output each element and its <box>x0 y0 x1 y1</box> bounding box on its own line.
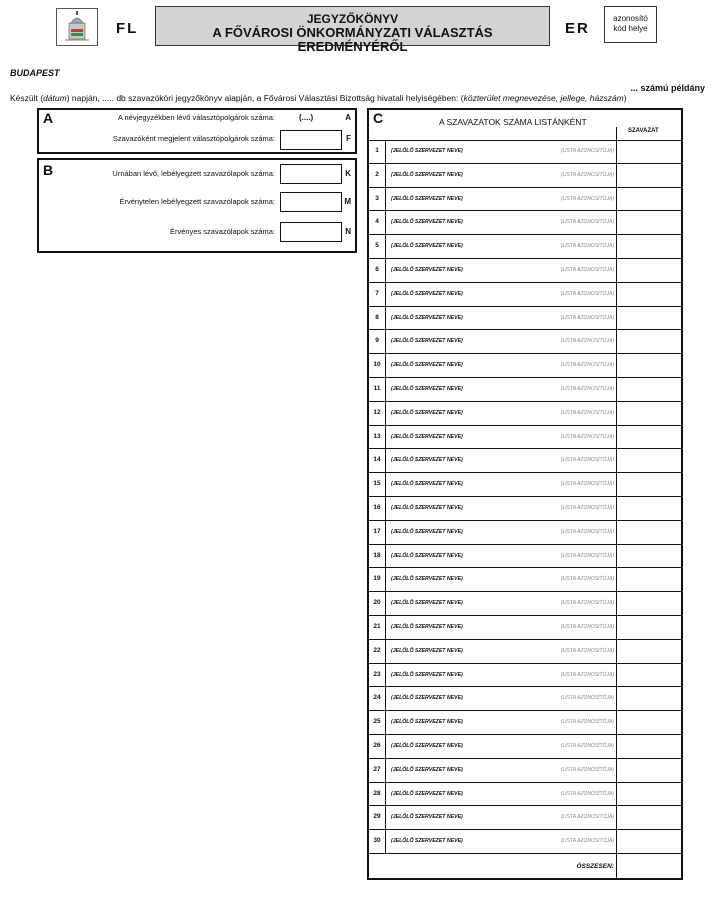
list-id: (LISTA AZONOSÍTÓJA) <box>560 671 614 678</box>
row-number: 25 <box>369 711 386 734</box>
voters-appeared-field[interactable] <box>280 130 342 150</box>
row-number: 29 <box>369 806 386 829</box>
row-number: 17 <box>369 521 386 544</box>
votes-field[interactable] <box>616 307 681 330</box>
row-number: 23 <box>369 664 386 687</box>
section-c-panel <box>367 108 683 880</box>
table-row <box>369 330 681 354</box>
nominating-org-name: (JELÖLŐ SZERVEZET NEVE) <box>391 552 463 559</box>
id-code-line-2: kód helye <box>613 24 648 33</box>
votes-field[interactable] <box>616 259 681 282</box>
table-row <box>369 307 681 331</box>
row-number: 11 <box>369 378 386 401</box>
votes-field[interactable] <box>616 521 681 544</box>
list-id: (LISTA AZONOSÍTÓJA) <box>560 433 614 440</box>
invalid-ballots-field[interactable] <box>280 192 342 212</box>
nominating-org-name: (JELÖLŐ SZERVEZET NEVE) <box>391 457 463 464</box>
list-id: (LISTA AZONOSÍTÓJA) <box>560 481 614 488</box>
nominating-org-name: (JELÖLŐ SZERVEZET NEVE) <box>391 433 463 440</box>
made-text-1: Készült ( <box>10 93 44 103</box>
nominating-org-name: (JELÖLŐ SZERVEZET NEVE) <box>391 790 463 797</box>
list-id: (LISTA AZONOSÍTÓJA) <box>560 385 614 392</box>
list-id: (LISTA AZONOSÍTÓJA) <box>560 623 614 630</box>
section-a-panel <box>37 108 357 154</box>
list-id: (LISTA AZONOSÍTÓJA) <box>560 647 614 654</box>
id-code-line-1: azonosító <box>613 14 648 23</box>
registered-voters-label: A névjegyzékben lévő választópolgárok száma: <box>117 113 275 122</box>
list-id: (LISTA AZONOSÍTÓJA) <box>560 504 614 511</box>
votes-field[interactable] <box>616 426 681 449</box>
nominating-org-name: (JELÖLŐ SZERVEZET NEVE) <box>391 671 463 678</box>
ballots-in-urn-field[interactable] <box>280 164 342 184</box>
section-c-header <box>369 110 681 141</box>
list-id: (LISTA AZONOSÍTÓJA) <box>560 195 614 202</box>
votes-field[interactable] <box>616 664 681 687</box>
section-b-panel <box>37 158 357 253</box>
copy-number: ... számú példány <box>630 83 705 93</box>
list-id: (LISTA AZONOSÍTÓJA) <box>560 243 614 250</box>
votes-column-header: SZAVAZAT <box>628 128 659 134</box>
votes-field[interactable] <box>616 235 681 258</box>
made-text-3: ) <box>623 93 627 103</box>
row-number: 22 <box>369 640 386 663</box>
list-id: (LISTA AZONOSÍTÓJA) <box>560 719 614 726</box>
votes-column-divider <box>616 127 617 140</box>
votes-field[interactable] <box>616 783 681 806</box>
row-number: 30 <box>369 830 386 853</box>
row-number: 20 <box>369 592 386 615</box>
nominating-org-name: (JELÖLŐ SZERVEZET NEVE) <box>391 576 463 583</box>
table-row <box>369 497 681 521</box>
row-number: 9 <box>369 330 386 353</box>
nominating-org-name: (JELÖLŐ SZERVEZET NEVE) <box>391 647 463 654</box>
total-votes-field[interactable] <box>616 854 681 880</box>
votes-field[interactable] <box>616 402 681 425</box>
title-line-1: JEGYZŐKÖNYV <box>306 12 399 26</box>
table-row <box>369 235 681 259</box>
nominating-org-name: (JELÖLŐ SZERVEZET NEVE) <box>391 314 463 321</box>
nominating-org-name: (JELÖLŐ SZERVEZET NEVE) <box>391 385 463 392</box>
row-number: 26 <box>369 735 386 758</box>
list-id: (LISTA AZONOSÍTÓJA) <box>560 576 614 583</box>
nominating-org-name: (JELÖLŐ SZERVEZET NEVE) <box>391 171 463 178</box>
id-code-box <box>604 6 657 43</box>
list-id: (LISTA AZONOSÍTÓJA) <box>560 528 614 535</box>
votes-field[interactable] <box>616 711 681 734</box>
list-id: (LISTA AZONOSÍTÓJA) <box>560 790 614 797</box>
votes-field[interactable] <box>616 640 681 663</box>
nominating-org-name: (JELÖLŐ SZERVEZET NEVE) <box>391 266 463 273</box>
list-id: (LISTA AZONOSÍTÓJA) <box>560 362 614 369</box>
nominating-org-name: (JELÖLŐ SZERVEZET NEVE) <box>391 195 463 202</box>
row-number: 3 <box>369 188 386 211</box>
total-row <box>369 854 681 880</box>
table-row <box>369 378 681 402</box>
ballots-in-urn-label: Urnában lévő, lebélyegzett szavazólapok száma: <box>112 169 275 178</box>
votes-field[interactable] <box>616 830 681 853</box>
nominating-org-name: (JELÖLŐ SZERVEZET NEVE) <box>391 742 463 749</box>
table-row <box>369 759 681 783</box>
nominating-org-name: (JELÖLŐ SZERVEZET NEVE) <box>391 528 463 535</box>
list-id: (LISTA AZONOSÍTÓJA) <box>560 314 614 321</box>
coat-of-arms-icon <box>56 8 98 46</box>
total-label: ÖSSZESEN: <box>576 862 614 870</box>
table-row <box>369 473 681 497</box>
list-id: (LISTA AZONOSÍTÓJA) <box>560 457 614 464</box>
nominating-org-name: (JELÖLŐ SZERVEZET NEVE) <box>391 814 463 821</box>
section-a-label: A <box>43 110 54 126</box>
table-row <box>369 664 681 688</box>
valid-ballots-label: Érvényes szavazólapok száma: <box>169 227 275 236</box>
votes-field[interactable] <box>616 592 681 615</box>
row-number: 2 <box>369 164 386 187</box>
registered-voters-value: (....) <box>299 113 314 122</box>
votes-field[interactable] <box>616 283 681 306</box>
votes-field[interactable] <box>616 735 681 758</box>
table-row <box>369 164 681 188</box>
table-row <box>369 402 681 426</box>
votes-field[interactable] <box>616 497 681 520</box>
list-id: (LISTA AZONOSÍTÓJA) <box>560 695 614 702</box>
nominating-org-name: (JELÖLŐ SZERVEZET NEVE) <box>391 338 463 345</box>
row-number: 1 <box>369 140 386 163</box>
row-number: 7 <box>369 283 386 306</box>
table-row <box>369 568 681 592</box>
votes-field[interactable] <box>616 140 681 163</box>
made-statement <box>10 93 710 103</box>
row-number: 10 <box>369 354 386 377</box>
table-row <box>369 830 681 854</box>
row-number: 8 <box>369 307 386 330</box>
votes-field[interactable] <box>616 759 681 782</box>
section-c-title: A SZAVAZATOK SZÁMA LISTÁNKÉNT <box>439 117 587 127</box>
nominating-org-name: (JELÖLŐ SZERVEZET NEVE) <box>391 504 463 511</box>
votes-field[interactable] <box>616 568 681 591</box>
list-id: (LISTA AZONOSÍTÓJA) <box>560 266 614 273</box>
title-line-2: A FŐVÁROSI ÖNKORMÁNYZATI VÁLASZTÁS EREDMÉNYÉRŐL <box>212 25 493 54</box>
nominating-org-name: (JELÖLŐ SZERVEZET NEVE) <box>391 148 463 154</box>
votes-field[interactable] <box>616 616 681 639</box>
row-number: 24 <box>369 687 386 710</box>
nominating-org-name: (JELÖLŐ SZERVEZET NEVE) <box>391 766 463 773</box>
list-id: (LISTA AZONOSÍTÓJA) <box>560 814 614 821</box>
list-id: (LISTA AZONOSÍTÓJA) <box>560 838 614 845</box>
nominating-org-name: (JELÖLŐ SZERVEZET NEVE) <box>391 219 463 226</box>
code-m: M <box>344 197 351 206</box>
row-number: 4 <box>369 211 386 234</box>
table-row <box>369 592 681 616</box>
er-code: ER <box>565 20 590 37</box>
row-number: 15 <box>369 473 386 496</box>
nominating-org-name: (JELÖLŐ SZERVEZET NEVE) <box>391 623 463 630</box>
list-id: (LISTA AZONOSÍTÓJA) <box>560 148 614 154</box>
table-row <box>369 259 681 283</box>
code-a: A <box>345 113 351 122</box>
votes-field[interactable] <box>616 164 681 187</box>
votes-field[interactable] <box>616 449 681 472</box>
votes-field[interactable] <box>616 330 681 353</box>
list-id: (LISTA AZONOSÍTÓJA) <box>560 600 614 607</box>
list-id: (LISTA AZONOSÍTÓJA) <box>560 552 614 559</box>
row-number: 5 <box>369 235 386 258</box>
row-number: 13 <box>369 426 386 449</box>
voters-appeared-label: Szavazóként megjelent választópolgárok száma: <box>112 134 275 143</box>
row-number: 27 <box>369 759 386 782</box>
table-row <box>369 687 681 711</box>
list-id: (LISTA AZONOSÍTÓJA) <box>560 338 614 345</box>
row-number: 19 <box>369 568 386 591</box>
row-number: 16 <box>369 497 386 520</box>
list-id: (LISTA AZONOSÍTÓJA) <box>560 742 614 749</box>
list-rows <box>369 140 681 880</box>
nominating-org-name: (JELÖLŐ SZERVEZET NEVE) <box>391 695 463 702</box>
made-date: dátum <box>43 93 67 103</box>
row-number: 18 <box>369 545 386 568</box>
list-id: (LISTA AZONOSÍTÓJA) <box>560 409 614 416</box>
nominating-org-name: (JELÖLŐ SZERVEZET NEVE) <box>391 600 463 607</box>
list-id: (LISTA AZONOSÍTÓJA) <box>560 219 614 226</box>
invalid-ballots-label: Érvénytelen lebélyegzett szavazólapok száma: <box>119 197 275 206</box>
votes-field[interactable] <box>616 806 681 829</box>
nominating-org-name: (JELÖLŐ SZERVEZET NEVE) <box>391 481 463 488</box>
nominating-org-name: (JELÖLŐ SZERVEZET NEVE) <box>391 290 463 297</box>
made-place: közterület megnevezése, jellege, házszám <box>463 93 624 103</box>
table-row <box>369 211 681 235</box>
code-f: F <box>346 134 351 143</box>
votes-field[interactable] <box>616 211 681 234</box>
list-id: (LISTA AZONOSÍTÓJA) <box>560 171 614 178</box>
votes-field[interactable] <box>616 473 681 496</box>
table-row <box>369 140 681 164</box>
votes-field[interactable] <box>616 188 681 211</box>
city-label: BUDAPEST <box>10 68 60 78</box>
table-row <box>369 783 681 807</box>
list-id: (LISTA AZONOSÍTÓJA) <box>560 290 614 297</box>
row-number: 14 <box>369 449 386 472</box>
table-row <box>369 711 681 735</box>
nominating-org-name: (JELÖLŐ SZERVEZET NEVE) <box>391 362 463 369</box>
nominating-org-name: (JELÖLŐ SZERVEZET NEVE) <box>391 719 463 726</box>
page-title <box>155 6 550 54</box>
table-row <box>369 640 681 664</box>
row-number: 28 <box>369 783 386 806</box>
row-number: 6 <box>369 259 386 282</box>
table-row <box>369 283 681 307</box>
valid-ballots-field[interactable] <box>280 222 342 242</box>
section-c-label: C <box>373 110 384 126</box>
table-row <box>369 354 681 378</box>
table-row <box>369 188 681 212</box>
votes-field[interactable] <box>616 687 681 710</box>
votes-field[interactable] <box>616 354 681 377</box>
nominating-org-name: (JELÖLŐ SZERVEZET NEVE) <box>391 243 463 250</box>
made-text-2: ) napján, ..... db szavazóköri jegyzőkönyv alapján, a Fővárosi Választási Bizottság hivatali helyiségében: ( <box>66 93 464 103</box>
table-row <box>369 806 681 830</box>
row-number: 12 <box>369 402 386 425</box>
code-k: K <box>345 169 351 178</box>
code-n: N <box>345 227 351 236</box>
form-code: FL <box>116 20 139 37</box>
votes-field[interactable] <box>616 378 681 401</box>
table-row <box>369 545 681 569</box>
list-id: (LISTA AZONOSÍTÓJA) <box>560 766 614 773</box>
votes-field[interactable] <box>616 545 681 568</box>
nominating-org-name: (JELÖLŐ SZERVEZET NEVE) <box>391 838 463 845</box>
table-row <box>369 521 681 545</box>
section-b-label: B <box>43 162 54 178</box>
table-row <box>369 616 681 640</box>
table-row <box>369 449 681 473</box>
row-number: 21 <box>369 616 386 639</box>
table-row <box>369 735 681 759</box>
table-row <box>369 426 681 450</box>
nominating-org-name: (JELÖLŐ SZERVEZET NEVE) <box>391 409 463 416</box>
